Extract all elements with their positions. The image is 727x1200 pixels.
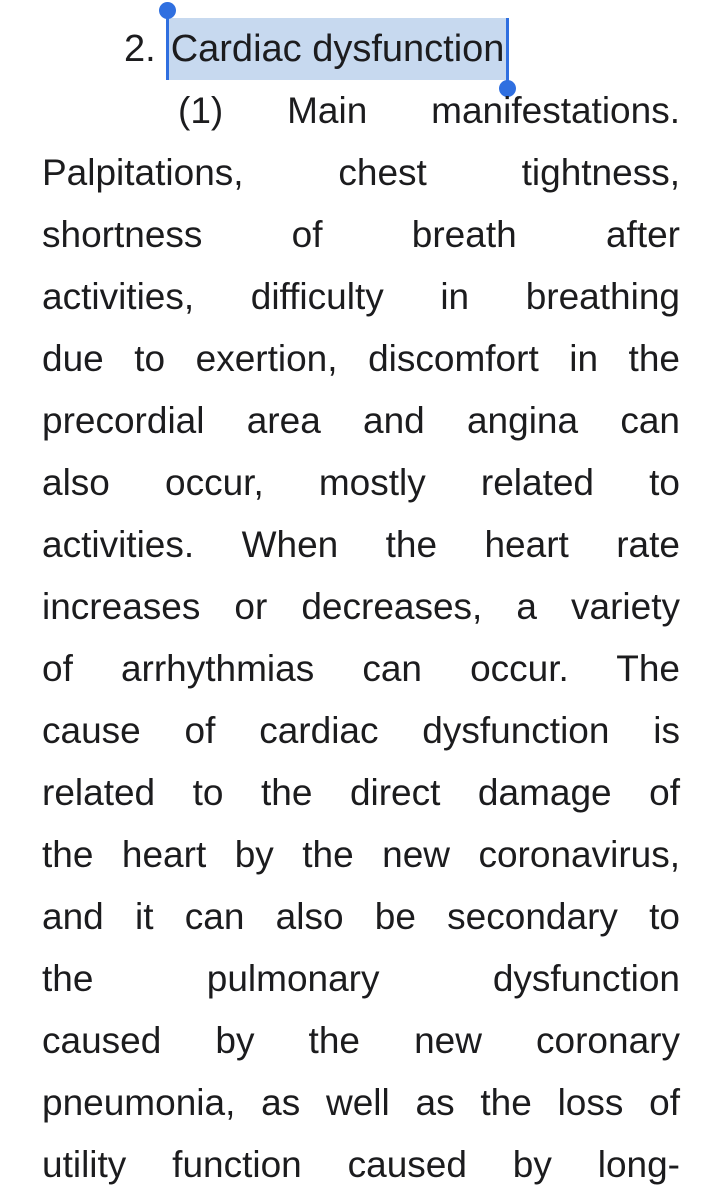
paragraph-body <box>42 80 680 1196</box>
section-heading <box>124 14 507 84</box>
paragraph-line: increases or decreases, a variety <box>42 586 680 627</box>
paragraph-line: due to exertion, discomfort in the <box>42 338 680 379</box>
section-number: 2. <box>124 28 156 70</box>
paragraph-line: the pulmonary dysfunction <box>42 958 680 999</box>
paragraph-line: utility function caused by long- <box>42 1144 680 1185</box>
paragraph-line: caused by the new coronary <box>42 1020 680 1061</box>
paragraph-line: precordial area and angina can <box>42 400 680 441</box>
paragraph-line: and it can also be secondary to <box>42 896 680 937</box>
selected-text[interactable] <box>168 18 508 80</box>
paragraph-line: also occur, mostly related to <box>42 462 680 503</box>
paragraph-line: (1) Main manifestations. <box>178 90 680 131</box>
paragraph-line: Palpitations, chest tightness, <box>42 152 680 193</box>
paragraph-line: pneumonia, as well as the loss of <box>42 1082 680 1123</box>
paragraph-line: shortness of breath after <box>42 214 680 255</box>
selection-start-knob[interactable] <box>159 2 176 19</box>
paragraph-line: cause of cardiac dysfunction is <box>42 710 680 751</box>
paragraph-line: the heart by the new coronavirus, <box>42 834 680 875</box>
selection-end-handle[interactable] <box>506 18 509 86</box>
paragraph-line: activities, difficulty in breathing <box>42 276 680 317</box>
paragraph-line: related to the direct damage of <box>42 772 680 813</box>
section-title: Cardiac dysfunction <box>170 28 505 70</box>
paragraph-line: activities. When the heart rate <box>42 524 680 565</box>
paragraph-line: of arrhythmias can occur. The <box>42 648 680 689</box>
selection-start-handle[interactable] <box>166 14 169 80</box>
